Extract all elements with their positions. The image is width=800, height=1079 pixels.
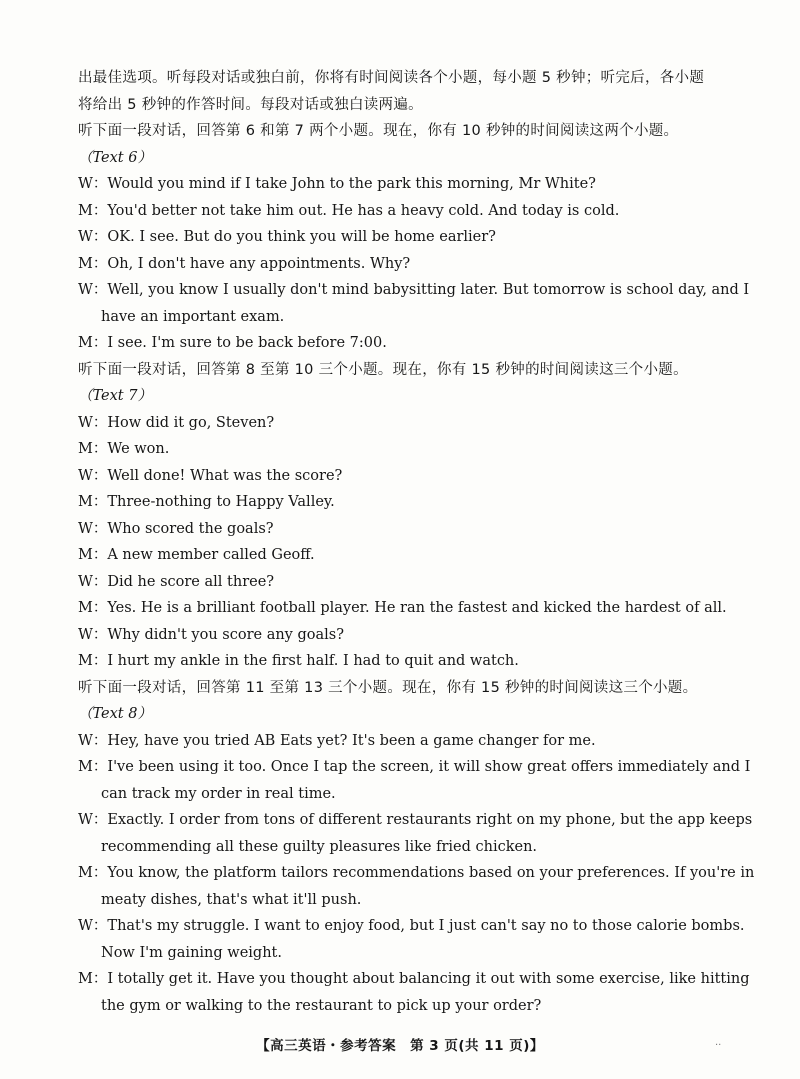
dialogue-line: M：We won.	[78, 441, 170, 457]
transcript-body	[78, 65, 755, 1019]
dialogue-line: M：You know, the platform tailors recommendations based on your preferences. If you're in	[78, 865, 755, 881]
dialogue-line: M：You'd better not take him out. He has a heavy cold. And today is cold.	[78, 202, 620, 219]
instruction-line: 听下面一段对话，回答第 11 至第 13 三个小题。现在，你有 15 秒钟的时间阅读这三个小题。	[78, 679, 698, 696]
dialogue-line: M：A new member called Geoff.	[78, 547, 315, 563]
dialogue-line: M：Three-nothing to Happy Valley.	[78, 494, 335, 510]
instruction-line: 将给出 5 秒钟的作答时间。每段对话或独白读两遍。	[78, 96, 423, 113]
dialogue-line: W：Why didn't you score any goals?	[78, 626, 344, 643]
dialogue-line: M：I've been using it too. Once I tap the screen, it will show great offers immediately and I	[78, 759, 751, 775]
text-label: （Text 6）	[78, 149, 152, 166]
instruction-line: 出最佳选项。听每段对话或独白前，你将有时间阅读各个小题，每小题 5 秒钟；听完后，各小题	[78, 70, 705, 86]
dialogue-continuation: recommending all these guilty pleasures like fried chicken.	[101, 838, 538, 855]
dialogue-continuation: Now I'm gaining weight.	[101, 944, 282, 961]
dialogue-line: M：Oh, I don't have any appointments. Why?	[78, 255, 411, 272]
dialogue-line: W：How did it go, Steven?	[78, 414, 275, 431]
dialogue-line: W：OK. I see. But do you think you will be home earlier?	[78, 229, 496, 245]
dialogue-continuation: have an important exam.	[101, 308, 285, 325]
dialogue-continuation: meaty dishes, that's what it'll push.	[101, 891, 362, 908]
dialogue-line: W：That's my struggle. I want to enjoy food, but I just can't say no to those calorie bombs.	[78, 918, 745, 934]
instruction-line: 听下面一段对话，回答第 6 和第 7 两个小题。现在，你有 10 秒钟的时间阅读这两个小题。	[78, 123, 679, 139]
dialogue-continuation: the gym or walking to the restaurant to pick up your order?	[101, 997, 542, 1014]
dialogue-line: W：Well done! What was the score?	[78, 467, 343, 484]
dialogue-continuation: can track my order in real time.	[101, 785, 336, 802]
dialogue-line: W：Did he score all three?	[78, 573, 275, 590]
text-label: （Text 7）	[78, 388, 152, 404]
corner-mark: ..	[715, 1037, 722, 1048]
dialogue-line: W：Exactly. I order from tons of different restaurants right on my phone, but the app keeps	[78, 812, 753, 828]
dialogue-line: W：Who scored the goals?	[78, 520, 274, 537]
text-label: （Text 8）	[78, 706, 152, 722]
dialogue-line: M：I see. I'm sure to be back before 7:00.	[78, 335, 387, 351]
instruction-line: 听下面一段对话，回答第 8 至第 10 三个小题。现在，你有 15 秒钟的时间阅读这三个小题。	[78, 361, 688, 378]
dialogue-line: W：Well, you know I usually don't mind babysitting later. But tomorrow is school day, and I	[78, 282, 750, 298]
dialogue-line: M：Yes. He is a brilliant football player. He ran the fastest and kicked the hardest of all.	[78, 600, 727, 616]
page-footer: 【高三英语・参考答案 第 3 页(共 11 页)】	[256, 1038, 544, 1054]
dialogue-line: M：I hurt my ankle in the first half. I had to quit and watch.	[78, 653, 519, 669]
dialogue-line: M：I totally get it. Have you thought about balancing it out with some exercise, like hitting	[78, 971, 750, 987]
dialogue-line: W：Hey, have you tried AB Eats yet? It's been a game changer for me.	[78, 732, 596, 749]
dialogue-line: W：Would you mind if I take John to the park this morning, Mr White?	[78, 176, 596, 192]
